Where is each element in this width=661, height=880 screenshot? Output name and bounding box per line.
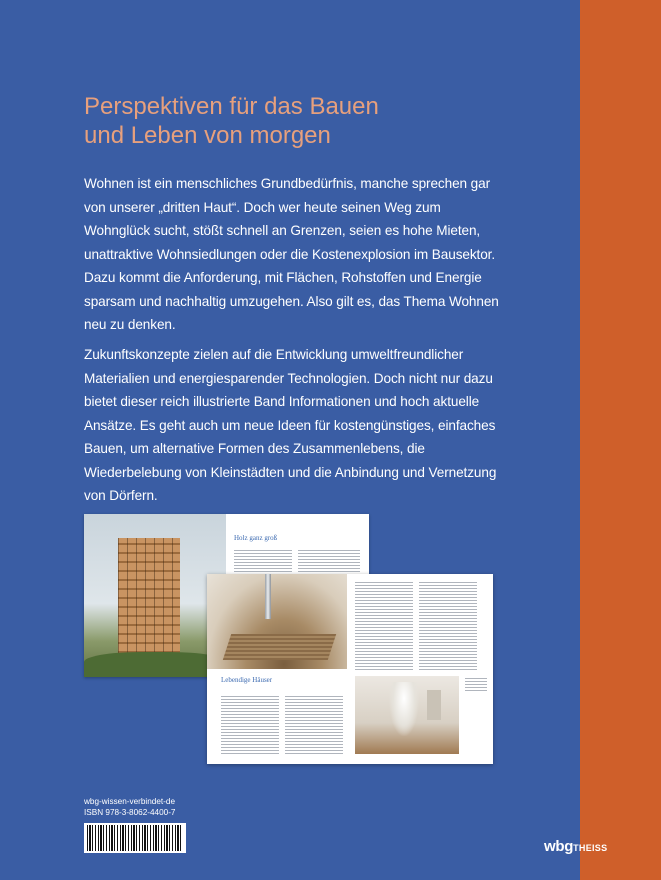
blurb-paragraph-1: Wohnen ist ein menschliches Grundbedürfnis, manche sprechen gar von unserer „dritten Haut“. Doch wer heute seinen Weg zum Wohnglück sucht, stößt schnell an Grenzen, seien es hohe Mieten, unattraktive Wohnsiedlungen oder die Kostenexplosion im Bausektor. Dazu kommt die Anforderung, mit Flächen, Rohstoffen und Energie sparsam und nachhaltig umzugehen. Also gilt es, das Thema Wohnen neu zu denken.	[84, 176, 499, 332]
timber-tower-photo	[84, 514, 226, 677]
interior-installation-photo	[355, 676, 459, 754]
spread2-text-column-a	[221, 696, 279, 754]
website-url: wbg-wissen-verbindet-de	[84, 797, 176, 806]
publisher-logo	[544, 838, 607, 855]
cover-headline	[84, 92, 554, 150]
spread2-text-column-c	[355, 582, 413, 670]
3d-printing-photo	[207, 574, 347, 669]
spread2-heading: Lebendige Häuser	[221, 676, 273, 684]
headline-line-1: Perspektiven für das Bauen	[84, 93, 379, 120]
spread1-heading: Holz ganz groß	[234, 534, 278, 542]
isbn-number: ISBN 978-3-8062-4400-7	[84, 808, 176, 817]
barcode-bars	[87, 825, 183, 851]
spread2-text-column-b	[285, 696, 343, 754]
preview-spread-2	[207, 574, 493, 764]
orange-spine-stripe	[580, 0, 661, 880]
blurb-paragraph-2: Zukunftskonzepte zielen auf die Entwicklung umweltfreundlicher Materialien und energiesparender Technologien. Doch nicht nur dazu bietet dieser reich illustrierte Band Informationen und hoch aktuelle Ansätze. Es geht auch um neue Ideen für kostengünstiges, einfaches Bauen, um alternative Formen des Zusammenlebens, die Wiederbelebung von Kleinstädten und die Anbindung und Vernetzung von Dörfern.	[84, 347, 497, 503]
logo-wbg: wbg	[544, 838, 574, 855]
isbn-barcode	[84, 823, 186, 853]
spread2-text-column-d	[419, 582, 477, 670]
spread2-caption	[465, 678, 487, 692]
headline-line-2: und Leben von morgen	[84, 122, 331, 149]
logo-theiss: THEISS	[573, 843, 608, 853]
